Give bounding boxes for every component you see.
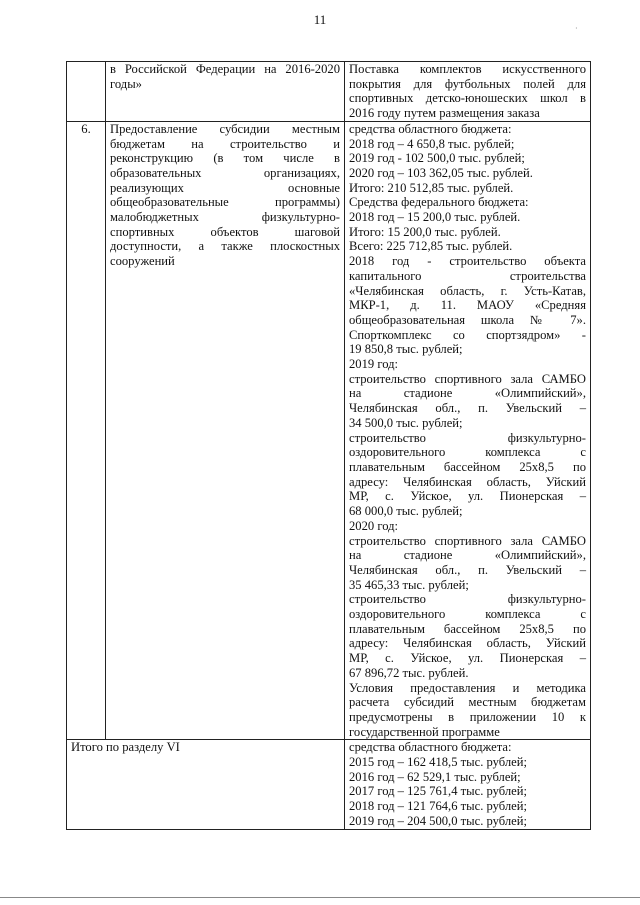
text-line: 2020 год – 103 362,05 тыс. рублей.: [349, 165, 533, 180]
text-line: 2018 год – 121 764,6 тыс. рублей;: [349, 799, 527, 814]
text-line: годы»: [110, 76, 142, 91]
text-line: Поставка комплектов искусственного: [349, 62, 586, 76]
table-row: [67, 121, 591, 740]
row-number: [67, 62, 106, 122]
text-line: Итого: 15 200,0 тыс. рублей.: [349, 224, 501, 239]
text-line: Предоставление субсидии местным: [110, 121, 340, 136]
text-line: плавательным бассейном 25х8,5 по: [349, 459, 586, 474]
text-line: спортивных объектов шаговой: [110, 224, 340, 239]
text-line: 2018 год – 15 200,0 тыс. рублей.: [349, 210, 521, 225]
text-line: 2015 год – 162 418,5 тыс. рублей;: [349, 755, 527, 770]
table-row: [67, 62, 591, 122]
text-line: средства областного бюджета:: [349, 740, 512, 755]
text-line: доступности, а также плоскостных: [110, 239, 340, 254]
funding-cell: [345, 62, 591, 122]
text-line: в Российской Федерации на 2016-2020: [110, 62, 340, 76]
text-line: Всего: 225 712,85 тыс. рублей.: [349, 239, 513, 254]
text-line: МР, с. Уйское, ул. Пионерская –: [349, 489, 586, 504]
text-line: МР, с. Уйское, ул. Пионерская –: [349, 651, 586, 666]
text-line: образовательных организациях,: [110, 165, 340, 180]
page-bottom-edge: [0, 897, 640, 898]
scan-mark: ·: [575, 24, 578, 33]
text-line: 2020 год:: [349, 518, 399, 533]
funding-cell: [345, 121, 591, 740]
page-number: 11: [313, 12, 327, 27]
text-line: адресу: Челябинская область, Уйский: [349, 636, 586, 651]
text-line: Челябинская обл., п. Увельский –: [349, 401, 586, 416]
text-line: средства областного бюджета:: [349, 121, 512, 136]
text-line: на стадионе «Олимпийский»,: [349, 548, 586, 563]
text-line: 68 000,0 тыс. рублей;: [349, 504, 463, 519]
text-line: строительство физкультурно-: [349, 430, 586, 445]
text-line: оздоровительного комплекса с: [349, 445, 586, 460]
text-line: 2016 году путем размещения заказа: [349, 106, 540, 121]
text-line: 2019 год - 102 500,0 тыс. рублей;: [349, 151, 525, 166]
text-line: строительство спортивного зала САМБО: [349, 533, 586, 548]
text-line: реконструкцию (в том числе в: [110, 151, 340, 166]
text-line: общеобразовательная школа № 7».: [349, 312, 586, 327]
text-line: Челябинская обл., п. Увельский –: [349, 562, 586, 577]
text-line: оздоровительного комплекса с: [349, 607, 586, 622]
text-line: спортивных детско-юношеских школ в: [349, 91, 586, 106]
text-line: строительство физкультурно-: [349, 592, 586, 607]
total-label: Итого по разделу VI: [67, 740, 345, 829]
text-line: «Челябинская область, г. Усть-Катав,: [349, 283, 586, 298]
text-line: общеобразовательные программы): [110, 195, 340, 210]
text-line: МКР-1, д. 11. МАОУ «Средняя: [349, 298, 586, 313]
program-table: [66, 61, 591, 830]
text-line: малобюджетных физкультурно-: [110, 210, 340, 225]
text-line: покрытия для футбольных полей для: [349, 76, 586, 91]
text-line: 34 500,0 тыс. рублей;: [349, 415, 463, 430]
text-line: расчета субсидий местным бюджетам: [349, 695, 586, 710]
text-line: 19 850,8 тыс. рублей;: [349, 342, 463, 357]
text-line: капитального строительства: [349, 268, 586, 283]
text-line: Спорткомплекс со спортзядром» -: [349, 327, 586, 342]
measure-cell: [106, 121, 345, 740]
text-line: строительство спортивного зала САМБО: [349, 371, 586, 386]
text-line: 2016 год – 62 529,1 тыс. рублей;: [349, 769, 521, 784]
text-line: плавательным бассейном 25х8,5 по: [349, 621, 586, 636]
text-line: 2017 год – 125 761,4 тыс. рублей;: [349, 784, 527, 799]
total-row: [67, 740, 591, 829]
text-line: 2019 год:: [349, 357, 399, 372]
row-number: 6.: [67, 121, 106, 740]
text-line: реализующих основные: [110, 180, 340, 195]
measure-cell: [106, 62, 345, 122]
text-line: государственной программе: [349, 724, 500, 739]
text-line: предусмотрены в приложении 10 к: [349, 709, 586, 724]
text-line: Итого: 210 512,85 тыс. рублей.: [349, 180, 514, 195]
text-line: 35 465,33 тыс. рублей;: [349, 577, 469, 592]
text-line: 2019 год – 204 500,0 тыс. рублей;: [349, 813, 527, 828]
text-line: 67 896,72 тыс. рублей.: [349, 665, 469, 680]
text-line: сооружений: [110, 254, 175, 269]
text-line: на стадионе «Олимпийский»,: [349, 386, 586, 401]
total-funding-cell: [345, 740, 591, 829]
text-line: Средства федерального бюджета:: [349, 195, 529, 210]
text-line: бюджетам на строительство и: [110, 136, 340, 151]
text-line: адресу: Челябинская область, Уйский: [349, 474, 586, 489]
text-line: Условия предоставления и методика: [349, 680, 586, 695]
text-line: 2018 год – 4 650,8 тыс. рублей;: [349, 136, 515, 151]
text-line: 2018 год - строительство объекта: [349, 254, 586, 269]
